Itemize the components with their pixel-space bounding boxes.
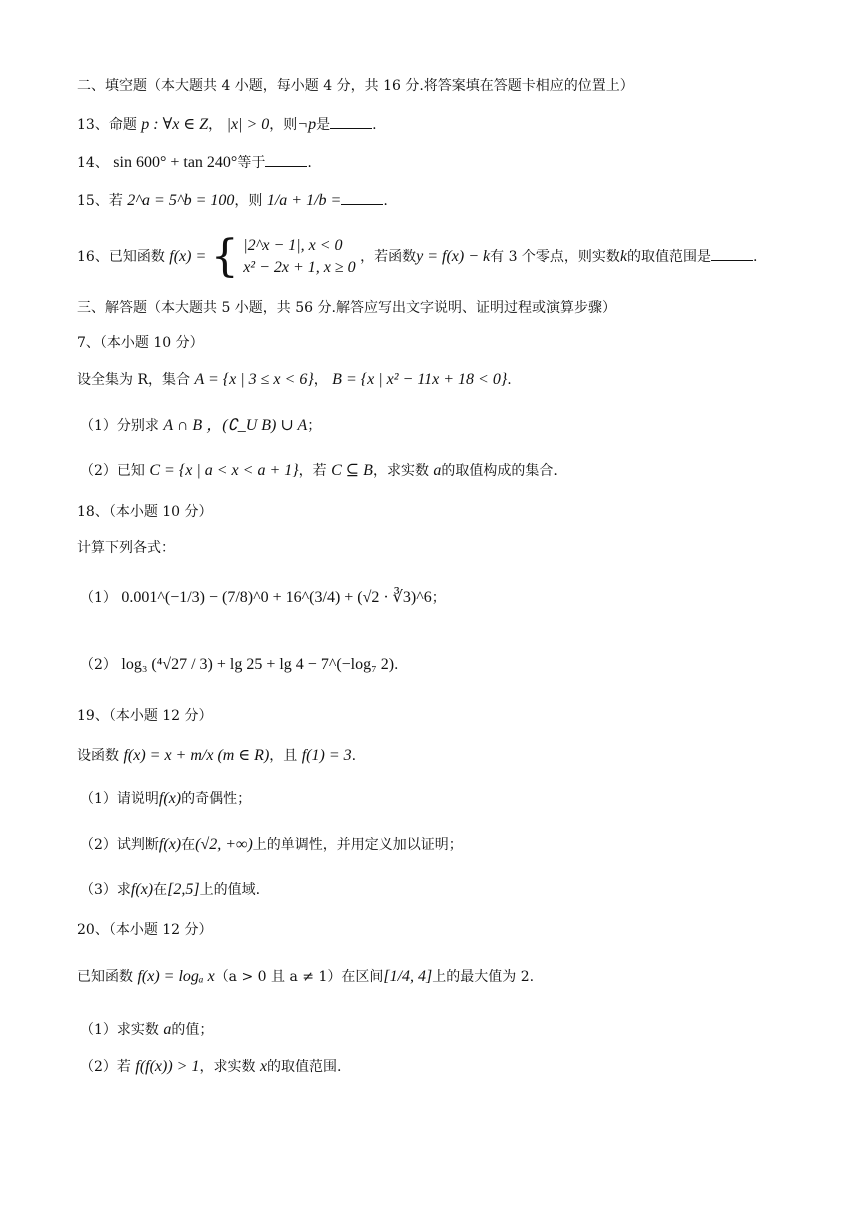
part-label: （1）求实数 xyxy=(80,1022,159,1038)
question-20-stem xyxy=(77,967,534,987)
math-expression: a xyxy=(433,462,442,479)
question-text: （a > 0 且 a ≠ 1） xyxy=(214,969,342,985)
section-heading-fill-in-text: 二、填空题（本大题共 4 小题，每小题 4 分，共 16 分.将答案填在答题卡相应的位置上） xyxy=(77,78,634,94)
math-expression: p : ∀x ∈ Z xyxy=(141,116,209,133)
question-text: . xyxy=(383,193,388,209)
math-expression: x xyxy=(259,1058,268,1075)
question-18-part-1 xyxy=(80,588,446,608)
math-expression: A ∩ B ，(∁_U B) ∪ A xyxy=(163,417,308,434)
math-expression: f(x) xyxy=(158,790,182,807)
question-text: ， xyxy=(208,117,223,133)
question-16 xyxy=(77,231,758,282)
question-text: 的奇偶性； xyxy=(181,791,252,807)
question-heading: 20、（本小题 12 分） xyxy=(77,922,213,938)
question-text: ， xyxy=(313,372,328,388)
question-text: ； xyxy=(307,418,322,434)
math-expression: a xyxy=(163,1021,172,1038)
question-text: ，若函数 xyxy=(360,249,417,265)
question-17-stem xyxy=(77,370,512,390)
question-text: . xyxy=(372,117,377,133)
section-heading-solve xyxy=(77,298,616,318)
question-text: . xyxy=(753,249,758,265)
question-number: 13、 xyxy=(77,117,109,133)
math-expression: f(x) = logₐ x xyxy=(137,968,215,985)
math-expression: y = f(x) − k xyxy=(416,248,491,265)
question-text: . xyxy=(394,657,399,673)
question-text: ，则 xyxy=(269,117,298,133)
question-number: 15、 xyxy=(77,193,109,209)
part-label: （2）已知 xyxy=(80,463,145,479)
question-text: 的取值构成的集合. xyxy=(441,463,558,479)
math-expression: 1/a + 1/b = xyxy=(266,192,342,209)
question-text: 的取值范围. xyxy=(267,1059,342,1075)
question-text: ，则 xyxy=(234,193,263,209)
question-text: 上的值域. xyxy=(199,882,261,898)
question-text: 计算下列各式： xyxy=(77,540,175,556)
question-text: 若 xyxy=(108,193,123,209)
part-label: （2）试判断 xyxy=(80,837,159,853)
cases-brace-icon: { xyxy=(210,231,239,282)
question-text: 设函数 xyxy=(77,748,119,764)
question-text: 的取值范围是 xyxy=(627,249,712,265)
math-expression: ¬p xyxy=(297,116,317,133)
math-expression: C = {x | a < x < a + 1} xyxy=(149,462,299,479)
question-18-stem xyxy=(77,538,175,558)
question-text: 在区间 xyxy=(341,969,384,985)
question-17-part-2 xyxy=(80,461,558,481)
question-14 xyxy=(77,152,312,173)
math-expression: [1/4, 4] xyxy=(383,968,433,985)
question-text: ，且 xyxy=(269,748,298,764)
math-expression: f(f(x)) > 1 xyxy=(135,1058,200,1075)
question-text: 已知函数 xyxy=(108,249,165,265)
question-19-stem xyxy=(77,746,356,766)
question-number: 16、 xyxy=(77,249,109,265)
part-label: （2）若 xyxy=(80,1059,131,1075)
question-19-part-3 xyxy=(80,880,260,900)
question-text: . xyxy=(507,372,512,388)
math-expression: k xyxy=(619,248,628,265)
question-number: 14、 xyxy=(77,155,109,171)
question-heading: 19、（本小题 12 分） xyxy=(77,708,213,724)
question-text: ，求实数 xyxy=(372,463,429,479)
part-label: （3）求 xyxy=(80,882,131,898)
question-text: 等于 xyxy=(237,155,266,171)
part-label: （1）请说明 xyxy=(80,791,159,807)
question-18-heading xyxy=(77,502,213,522)
math-expression: [2,5] xyxy=(167,881,200,898)
math-expression: |x| > 0 xyxy=(226,116,270,133)
part-label: （1）分别求 xyxy=(80,418,159,434)
question-text: ，若 xyxy=(298,463,327,479)
question-heading: 18、（本小题 10 分） xyxy=(77,504,213,520)
math-expression: A = {x | 3 ≤ x < 6} xyxy=(194,371,314,388)
question-text: 上的最大值为 2. xyxy=(432,969,535,985)
math-expression: f(x) = xyxy=(169,248,207,265)
answer-blank[interactable] xyxy=(711,246,753,261)
math-expression: f(x) xyxy=(158,836,182,853)
piecewise-case: x² − 2x + 1, x ≥ 0 xyxy=(243,259,356,276)
part-label: （1） xyxy=(80,590,117,606)
math-expression: 0.001^(−1/3) − (7/8)^0 + 16^(3/4) + (√2 · ∛3)^6 xyxy=(121,589,432,606)
piecewise-cases xyxy=(243,235,355,279)
question-text: 是 xyxy=(316,117,331,133)
question-text: 有 3 个零点，则实数 xyxy=(490,249,620,265)
question-text: 在 xyxy=(181,837,196,853)
question-18-part-2 xyxy=(80,655,398,675)
section-heading-solve-text: 三、解答题（本大题共 5 小题，共 56 分.解答应写出文字说明、证明过程或演算步骤） xyxy=(77,300,616,316)
question-text: 在 xyxy=(153,882,168,898)
piecewise-case: |2^x − 1|, x < 0 xyxy=(243,237,343,254)
question-text: . xyxy=(307,155,312,171)
answer-blank[interactable] xyxy=(330,114,372,129)
question-19-part-2 xyxy=(80,835,463,855)
math-expression: f(1) = 3 xyxy=(301,747,352,764)
math-expression: C ⊆ B xyxy=(331,462,373,479)
question-text: 命题 xyxy=(108,117,137,133)
question-17-part-1 xyxy=(80,416,321,436)
part-label: （2） xyxy=(80,657,117,673)
question-19-heading xyxy=(77,706,213,726)
question-20-heading xyxy=(77,920,213,940)
question-text: . xyxy=(351,748,357,764)
section-heading-fill-in xyxy=(77,76,634,96)
answer-blank[interactable] xyxy=(341,190,383,205)
question-heading: 7、（本小题 10 分） xyxy=(77,335,204,351)
question-19-part-1 xyxy=(80,789,251,809)
question-20-part-1 xyxy=(80,1020,213,1040)
math-expression: sin 600° + tan 240° xyxy=(113,154,238,171)
question-text: 上的单调性，并用定义加以证明； xyxy=(252,837,463,853)
math-expression: (√2, +∞) xyxy=(195,836,253,853)
question-text: ，求实数 xyxy=(199,1059,256,1075)
question-text: 的值； xyxy=(171,1022,214,1038)
math-expression: B = {x | x² − 11x + 18 < 0} xyxy=(332,371,508,388)
question-text: 设全集为 R，集合 xyxy=(77,372,190,388)
math-expression: 2^a = 5^b = 100 xyxy=(127,192,235,209)
question-17-heading xyxy=(77,333,204,353)
math-expression: f(x) xyxy=(130,881,154,898)
question-13 xyxy=(77,114,377,135)
question-text: 已知函数 xyxy=(77,969,133,985)
question-15 xyxy=(77,190,388,211)
math-expression: log₃ (⁴√27 / 3) + lg 25 + lg 4 − 7^(−log₇ 2) xyxy=(121,656,395,673)
question-text: ； xyxy=(431,590,446,606)
answer-blank[interactable] xyxy=(265,152,307,167)
question-20-part-2 xyxy=(80,1057,342,1077)
math-expression: f(x) = x + m/x (m ∈ R) xyxy=(123,747,270,764)
